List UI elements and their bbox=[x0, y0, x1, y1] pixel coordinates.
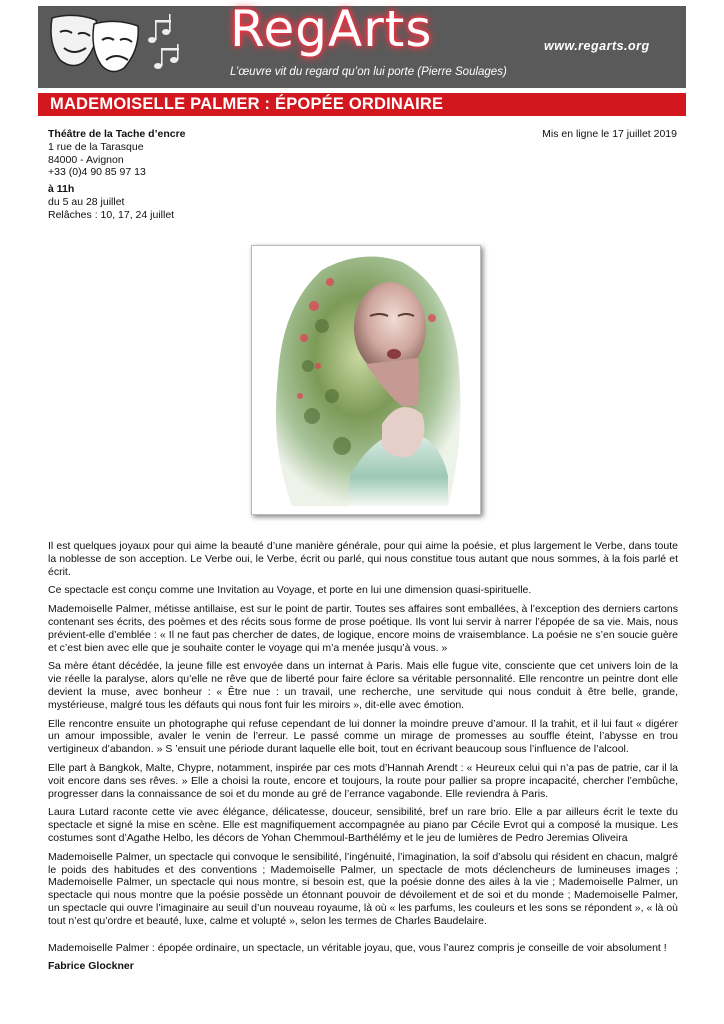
author-signature: Fabrice Glockner bbox=[48, 960, 134, 973]
site-tagline: L’œuvre vit du regard qu’on lui porte (Pierre Soulages) bbox=[230, 66, 507, 78]
venue-name: Théâtre de la Tache d’encre bbox=[48, 128, 186, 140]
publish-date: Mis en ligne le 17 juillet 2019 bbox=[542, 128, 677, 140]
site-brand[interactable]: RegArts bbox=[230, 0, 433, 58]
paragraph: Mademoiselle Palmer, métisse antillaise, est sur le point de partir. Toutes ses affaires sont emballées, à l’exception des derniers cartons contenant ses écrits, des poèmes et des récits sous forme de prose poétique. Ils vont lui servir à narrer l’épopée de sa vie. Mais, nous prévient-elle d’emblée : « Il ne faut pas chercher de dates, de logique, encore moins de vraisemblance. La poésie ne s’en soucie guère et c’est bien avec elle que je souhaite conter le voyage qui m’a menée jusqu’à vous. » bbox=[48, 603, 678, 654]
show-dates: du 5 au 28 juillet bbox=[48, 195, 125, 208]
paragraph: Laura Lutard raconte cette vie avec élégance, délicatesse, douceur, sensibilité, bref un rare brio. Elle a par ailleurs écrit le texte du spectacle et signé la mise en scène. Elle est magnifiquement accompagnée au piano par Cécile Evrot qui a composé la musique. Les costumes sont d’Agathe Helbo, les décors de Yohan Chemmoul-Barthélémy et le jeu de lumières de Pedro Jeremias Oliveira bbox=[48, 806, 678, 844]
show-time: à 11h bbox=[48, 183, 75, 196]
venue-address-line2: 84000 - Avignon bbox=[48, 153, 124, 166]
conclusion: Mademoiselle Palmer : épopée ordinaire, un spectacle, un véritable joyau, que, vous l’aurez compris je conseille de voir absolument ! bbox=[48, 941, 667, 954]
venue-address-line1: 1 rue de la Tarasque bbox=[48, 140, 144, 153]
article-body bbox=[48, 540, 678, 973]
paragraph: Mademoiselle Palmer, un spectacle qui convoque le sensibilité, l’ingénuité, l’imagination, la soif d’absolu qui résident en chacun, malgré le poids des habitudes et des conventions ; Mademoiselle Palmer, un spectacle de mots déclencheurs de lumineuses images ; Mademoiselle Palmer, un spectacle qui nous montre, si besoin est, que la poésie donne des ailes à la vie ; Mademoiselle Palmer, un spectacle qui nous montre que la poésie possède un étonnant pouvoir de dévoilement et de soi et du monde ; Mademoiselle Palmer, un spectacle qui ouvre l’imaginaire au seuil d’un nouveau royaume, là où « les parfums, les couleurs et les sons se répondent », « là où tout n’est qu’ordre et beauté, luxe, calme et volupté », selon les termes de Charles Baudelaire. bbox=[48, 850, 678, 927]
show-closures: Relâches : 10, 17, 24 juillet bbox=[48, 208, 175, 221]
double-exposure-portrait-icon bbox=[252, 246, 480, 514]
paragraph: Ce spectacle est conçu comme une Invitation au Voyage, et porte en lui une dimension quasi-spirituelle. bbox=[48, 584, 532, 597]
article-photo bbox=[251, 245, 481, 515]
site-url[interactable]: www.regarts.org bbox=[544, 39, 650, 53]
venue-phone: +33 (0)4 90 85 97 13 bbox=[48, 166, 146, 179]
venue-info bbox=[48, 128, 186, 222]
paragraph: Elle rencontre ensuite un photographe qui refuse cependant de lui donner la moindre preuve d’amour. Il la trahit, et il lui faut « digérer un amour impossible, avaler le venin de l’erreur. Le passé comme un mirage de promesses au souffle éteint, l’abysse en trou vertigineux d’abandon. » S ’ensuit une période durant laquelle elle boit, tout en écrivant beaucoup sous l’influence de l’alcool. bbox=[48, 717, 678, 756]
paragraph: Elle part à Bangkok, Malte, Chypre, notamment, inspirée par ces mots d’Hannah Arendt : « Heureux celui qui n’a pas de patrie, car il la voit encore dans ses rêves. » Elle a choisi la route, encore et toujours, la route pour pallier sa propre incapacité, chercher l’embûche, progresser dans la connaissance de soi et du monde au gré de l’errance vagabonde. Elle reviendra à Paris. bbox=[48, 761, 678, 800]
article-title: MADEMOISELLE PALMER : ÉPOPÉE ORDINAIRE bbox=[50, 95, 444, 113]
article-title-bar bbox=[38, 93, 686, 116]
paragraph: Il est quelques joyaux pour qui aime la beauté d’une manière générale, pour qui aime la poésie, et plus largement le Verbe, dans toute la noblesse de son acception. Le Verbe oui, le Verbe, écrit ou parlé, qui nous constitue tous autant que nous sommes, à la fois parlé et écrit. bbox=[48, 540, 678, 578]
theatre-masks-logo bbox=[44, 10, 184, 84]
paragraph: Sa mère étant décédée, la jeune fille est envoyée dans un internat à Paris. Mais elle fugue vite, consciente que cet univers loin de la vie réelle la paralyse, alors qu’elle ne rêve que de liberté pour faire éclore sa véritable personnalité. Elle rencontre un peintre dont elle devient la muse, avec bonheur : « Être nue : un travail, une recherche, une servitude qui nous conduit à être belle, grande, mystérieuse, malgré tous les défauts qui nous font fuir les miroirs », dit-elle avec émotion. bbox=[48, 660, 678, 711]
site-banner bbox=[38, 0, 686, 88]
